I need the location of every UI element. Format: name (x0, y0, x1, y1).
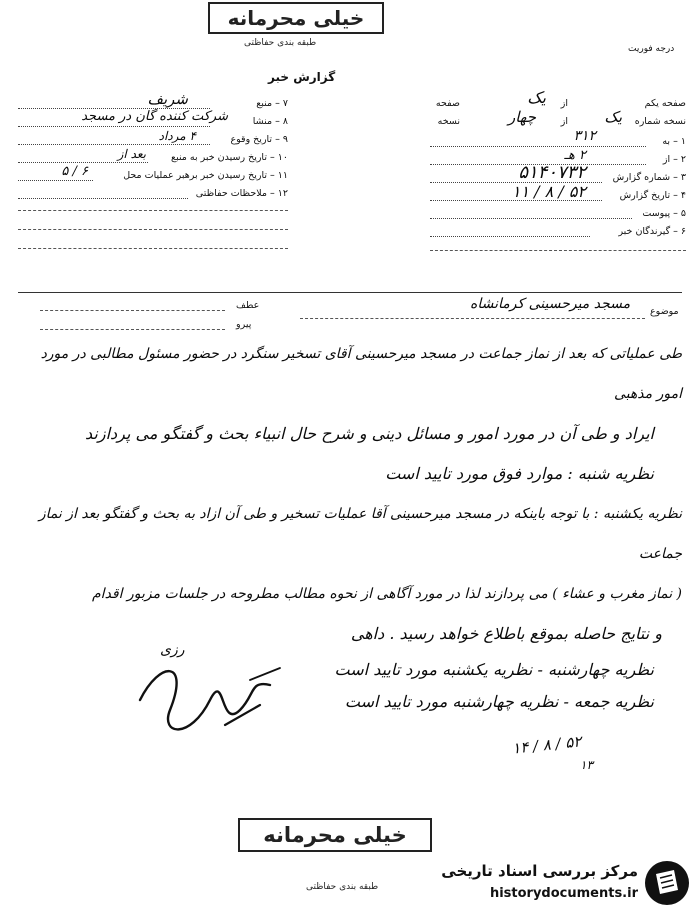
field-number: ۱۱ (277, 170, 288, 181)
top-classification-label: طبقه بندی حفاظتی (244, 38, 317, 48)
footer-note: ۱۳ (580, 758, 593, 772)
copy-of: از (560, 116, 568, 127)
field-label: گیرندگان خبر (618, 226, 671, 237)
archive-logo-icon (644, 860, 690, 906)
field-label: تاریخ رسیدن خبر به منبع (171, 152, 267, 163)
atf-line (40, 310, 225, 311)
body-line: نظریه جمعه - نظریه چهارشنبه مورد تایید است (344, 692, 654, 711)
field-label: منشا (252, 116, 273, 127)
peyro-line (40, 329, 225, 330)
field-origin: ۸ – منشا شرکت کننده گان در مسجد (18, 112, 288, 130)
field-label: از (662, 154, 671, 165)
field-received-by-source: ۱۰ – تاریخ رسیدن خبر به منبع بعد از (18, 148, 288, 166)
field-value: ۵۱۴۰۷۳۲ (518, 162, 586, 183)
field-security-notes: ۱۲ – ملاحظات حفاظتی (18, 184, 288, 202)
atf-label: عطف (236, 300, 260, 311)
subject-label: موضوع (650, 306, 679, 317)
report-body (18, 334, 682, 718)
field-label: ملاحظات حفاظتی (195, 188, 267, 199)
field-value: شریف (147, 90, 188, 108)
field-label: پیوست (642, 208, 671, 219)
watermark-url: historydocuments.ir (489, 886, 638, 901)
peyro-label: پیرو (236, 319, 252, 330)
field-to: ۱ – به ۳۱۲ (430, 132, 686, 150)
field-value: ۵۲ / ۸ / ۱۱ (511, 182, 586, 201)
field-from: ۲ – از ۲ هـ (430, 150, 686, 168)
copy-row (430, 108, 686, 132)
body-line: طی عملیاتی که بعد از نماز جماعت در مسجد میرحسینی آقای تسخیر سنگرد در حضور مسئول مطالبی در مورد امور مذهبی (40, 346, 682, 402)
field-number: ۱ (680, 136, 686, 147)
field-number: ۸ (282, 116, 288, 127)
signature (130, 640, 300, 750)
footer-date: ۱۴ / ۸ / ۵۲ (511, 732, 583, 758)
field-source: ۷ – منبع شریف (18, 94, 288, 112)
body-line: نظریه شنبه : موارد فوق مورد تایید است (385, 464, 654, 483)
field-report-date: ۴ – تاریخ گزارش ۵۲ / ۸ / ۱۱ (430, 186, 686, 204)
signature-note: رزی (160, 642, 185, 658)
field-number: ۱۲ (277, 188, 288, 199)
bottom-classification-label: طبقه بندی حفاظتی (306, 882, 379, 892)
page-label: صفحه یکم (644, 98, 686, 109)
field-value: ۶ / ۵ (61, 164, 88, 179)
page-word: صفحه (435, 98, 460, 109)
field-received-by-leader: ۱۱ – تاریخ رسیدن خبر برهبر عملیات محل ۶ / ۵ (18, 166, 288, 184)
watermark (440, 856, 692, 912)
field-number: ۲ (680, 154, 686, 165)
field-label: به (662, 136, 671, 147)
page-of: از (560, 98, 568, 109)
page-row (430, 88, 686, 112)
body-line: نظریه چهارشنبه - نظریه یکشنبه مورد تایید است (334, 660, 654, 679)
subject-value: مسجد میرحسینی کرمانشاه (470, 296, 631, 312)
field-number: ۵ (680, 208, 686, 219)
top-classification-stamp: خیلی محرمانه (208, 2, 384, 34)
field-label: منبع (256, 98, 273, 109)
field-number: ۶ (680, 226, 686, 237)
field-value: شرکت کننده گان در مسجد (81, 109, 228, 124)
form-title: گزارش خبر (268, 70, 336, 84)
field-value: بعد از (117, 147, 146, 161)
field-occurrence-date: ۹ – تاریخ وقوع ۴ مرداد (18, 130, 288, 148)
copy-total: چهار (507, 108, 536, 126)
field-label: تاریخ وقوع (230, 134, 273, 145)
section-divider (18, 292, 682, 293)
copy-value: یک (604, 108, 622, 126)
body-line: نظریه یکشنبه : با توجه باینکه در مسجد میرحسینی آقا عملیات تسخیر و طی آن ازاد به بحث و گفتگو بعد از نماز جماعت (38, 506, 682, 562)
page-value: یک (527, 88, 546, 107)
body-line: ( نماز مغرب و عشاء ) می پردازند لذا در مورد آگاهی از نحوه مطالب مطروحه در جلسات مزبور اقدام (92, 586, 682, 602)
copy-label: نسخه شماره (634, 116, 686, 127)
field-number: ۷ (282, 98, 288, 109)
body-line: و نتایج حاصله بموقع باطلاع خواهد رسید . داهی (350, 624, 662, 643)
field-number: ۴ (680, 190, 686, 201)
field-label: شماره گزارش (612, 172, 671, 183)
field-recipients: ۶ – گیرندگان خبر (430, 222, 686, 240)
subject-line (300, 318, 645, 319)
field-report-number: ۳ – شماره گزارش ۵۱۴۰۷۳۲ (430, 168, 686, 186)
field-label: تاریخ رسیدن خبر برهبر عملیات محل (123, 170, 267, 181)
field-number: ۱۰ (277, 152, 288, 163)
field-number: ۹ (282, 134, 288, 145)
watermark-title: مرکز بررسی اسناد تاریخی (441, 862, 638, 880)
field-value: ۴ مرداد (158, 129, 196, 143)
field-number: ۳ (680, 172, 686, 183)
field-value: ۲ هـ (564, 148, 586, 163)
urgency-label: درجه فوریت (628, 44, 675, 54)
field-value: ۳۱۲ (573, 128, 596, 144)
field-attachment: ۵ – پیوست (430, 204, 686, 222)
body-line: ایراد و طی آن در مورد امور و مسائل دینی و شرح حال انبیاء بحث و گفتگو می پردازند (85, 424, 654, 443)
left-fields (18, 90, 288, 249)
copy-word: نسخه (437, 116, 460, 127)
right-fields (430, 88, 686, 251)
field-label: تاریخ گزارش (619, 190, 671, 201)
bottom-classification-stamp: خیلی محرمانه (238, 818, 432, 852)
